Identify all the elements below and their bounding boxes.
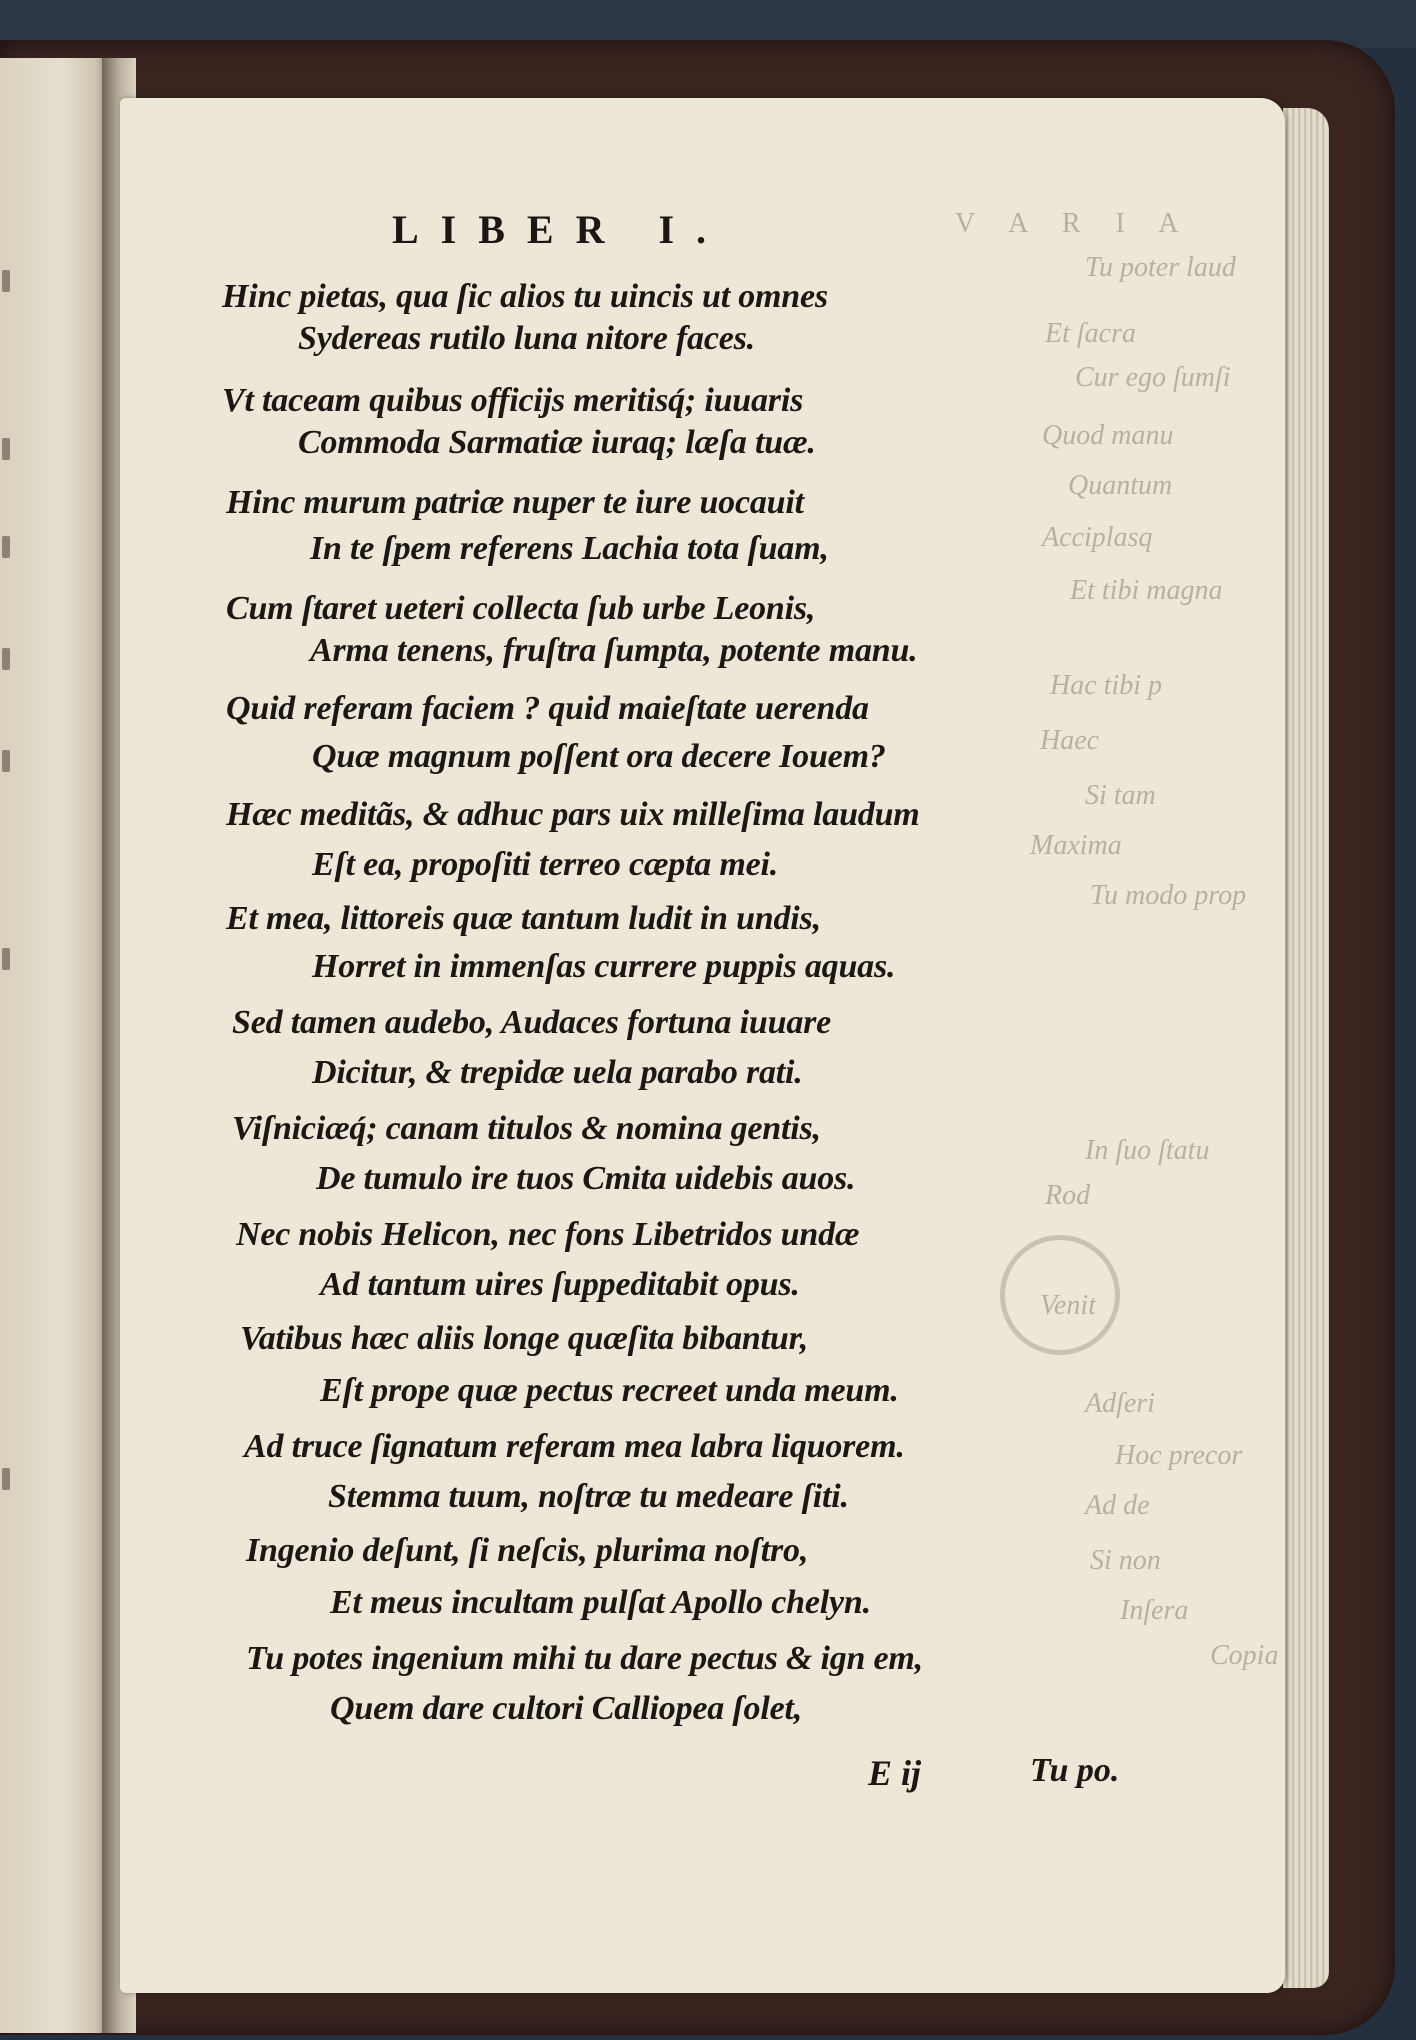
show-through-text: Ad de <box>1085 1490 1150 1521</box>
show-through-text: Rod <box>1045 1180 1091 1211</box>
show-through-text: Si non <box>1090 1545 1161 1576</box>
verse-line: In te ſpem referens Lachia tota ſuam, <box>310 530 829 567</box>
verse-line: Et mea, littoreis quæ tantum ludit in undis, <box>226 900 821 937</box>
verse-line: Ad tantum uires ſuppeditabit opus. <box>320 1266 800 1303</box>
verse-line: Commoda Sarmatiæ iuraq; læſa tuæ. <box>298 424 816 461</box>
running-head: LIBER I. <box>392 207 729 252</box>
verse-line: Tu potes ingenium mihi tu dare pectus & ign em, <box>246 1640 923 1677</box>
catchword: Tu po. <box>1030 1752 1120 1789</box>
verse-line: Stemma tuum, noſtræ tu medeare ſiti. <box>328 1478 849 1515</box>
verse-line: Ingenio deſunt, ſi neſcis, plurima noſtro, <box>246 1532 809 1569</box>
verse-line: Vatibus hæc aliis longe quæſita bibantur, <box>240 1320 809 1357</box>
verse-line: Ad truce ſignatum referam mea labra liquorem. <box>244 1428 905 1465</box>
verse-line: Viſniciæq́; canam titulos & nomina gentis, <box>232 1110 821 1147</box>
verse-line: Vt taceam quibus officijs meritisq́; iuuaris <box>222 382 804 419</box>
show-through-text: Hoc precor <box>1115 1440 1243 1471</box>
verse-line: Arma tenens, fruſtra ſumpta, potente manu. <box>310 632 918 669</box>
verse-line: Sed tamen audebo, Audaces fortuna iuuare <box>232 1004 832 1041</box>
verse-line: Et meus incultam pulſat Apollo chelyn. <box>330 1584 871 1621</box>
show-through-text: Hac tibi p <box>1050 670 1162 701</box>
verse-line: Hinc murum patriæ nuper te iure uocauit <box>226 484 804 521</box>
show-through-text: Acciplasq <box>1042 522 1153 553</box>
show-through-text: Tu poter laud <box>1085 252 1236 283</box>
show-through-text: Et tibi magna <box>1070 575 1223 606</box>
show-through-text: Adſeri <box>1085 1388 1155 1419</box>
show-through-text: In ſuo ſtatu <box>1085 1135 1210 1166</box>
verse-line: Horret in immenſas currere puppis aquas. <box>312 948 896 985</box>
verse-line: Cum ſtaret ueteri collecta ſub urbe Leonis, <box>226 590 816 627</box>
show-through-text: Si tam <box>1085 780 1156 811</box>
show-through-text: Quod manu <box>1042 420 1174 451</box>
show-through-text: Tu modo prop <box>1090 880 1247 911</box>
verse-line: Hæc meditãs, & adhuc pars uix milleſima laudum <box>226 796 920 833</box>
verse-line: Hinc pietas, qua ſic alios tu uincis ut omnes <box>222 278 828 315</box>
verse-line: Eſt ea, propoſiti terreo cæpta mei. <box>312 846 779 883</box>
verse-line: Eſt prope quæ pectus recreet unda meum. <box>320 1372 899 1409</box>
show-through-text: Venit <box>1040 1290 1096 1321</box>
verse-line: Dicitur, & trepidæ uela parabo rati. <box>312 1054 803 1091</box>
show-through-text: Et ſacra <box>1045 318 1136 349</box>
show-through-text: Cur ego ſumſi <box>1075 362 1231 393</box>
show-through-text: Quantum <box>1068 470 1173 501</box>
verse-line: Nec nobis Helicon, nec fons Libetridos undæ <box>236 1216 860 1253</box>
verse-line: Sydereas rutilo luna nitore faces. <box>298 320 755 357</box>
verse-line: Quæ magnum poſſent ora decere Iouem? <box>312 738 886 775</box>
show-through-text: Haec <box>1040 725 1100 756</box>
signature-mark: E ij <box>868 1753 922 1793</box>
show-through-text: Maxima <box>1030 830 1122 861</box>
show-through-text: Inſera <box>1120 1595 1189 1626</box>
show-through-text: V A R I A <box>955 208 1193 239</box>
show-through-text: Copia <box>1210 1640 1279 1671</box>
verse-line: Quid referam faciem ? quid maieſtate uerenda <box>226 690 869 727</box>
verse-line: De tumulo ire tuos Cmita uidebis auos. <box>316 1160 856 1197</box>
verse-line: Quem dare cultori Calliopea ſolet, <box>330 1690 803 1727</box>
